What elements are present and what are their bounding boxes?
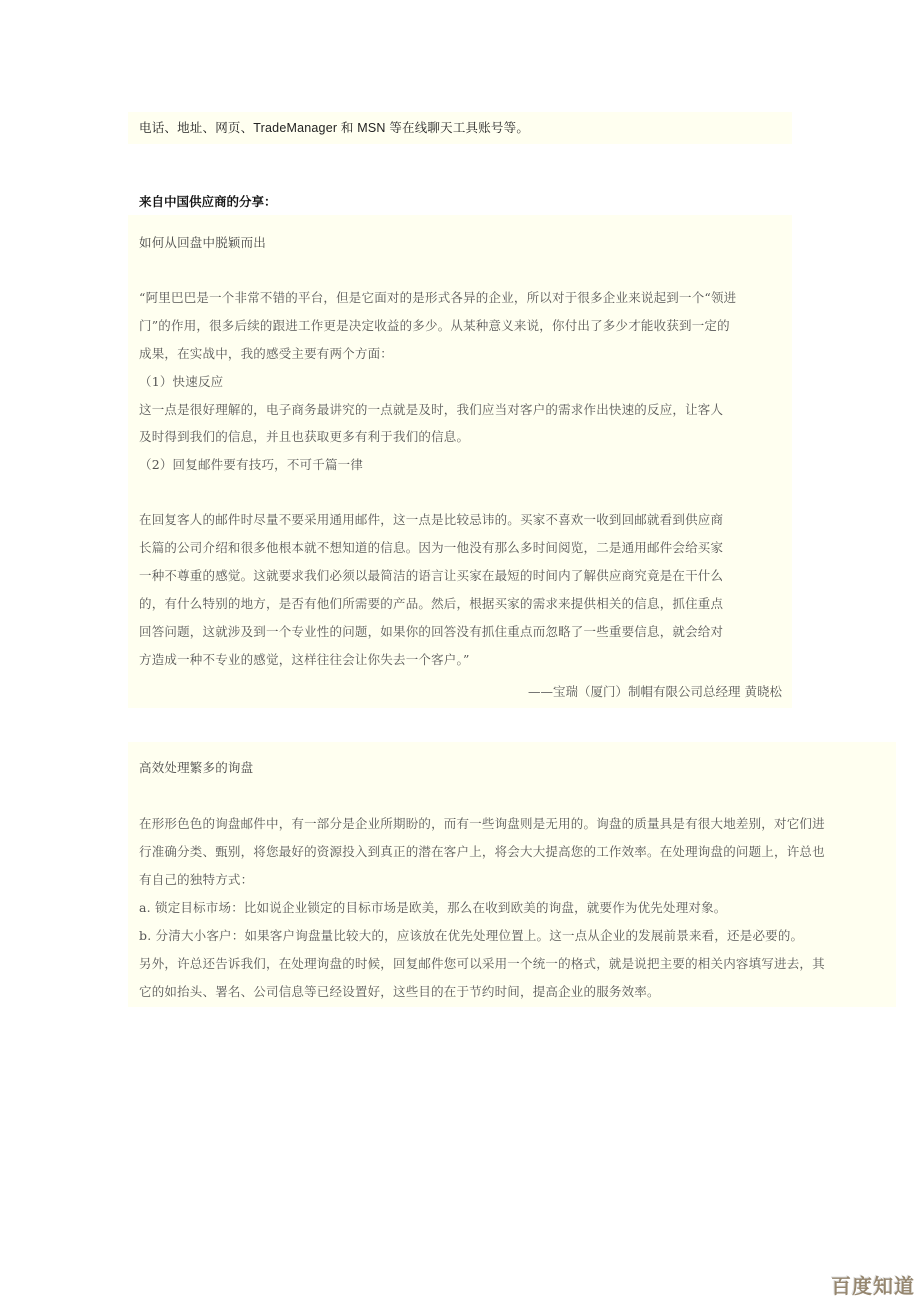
- share-paragraph-line: “阿里巴巴是一个非常不错的平台，但是它面对的是形式各异的企业，所以对于很多企业来说起到一个“领进: [139, 290, 737, 305]
- share-paragraph-line: 方造成一种不专业的感觉，这样往往会让你失去一个客户。”: [139, 652, 470, 667]
- share-paragraph-line: 回答问题，这就涉及到一个专业性的问题，如果你的回答没有抓住重点而忽略了一些重要信息，就会给对: [139, 624, 724, 639]
- contact-info-box: [128, 112, 792, 144]
- inquiry-list-item-b: b. 分清大小客户：如果客户询盘量比较大的，应该放在优先处理位置上。这一点从企业的发展前景来看，还是必要的。: [139, 928, 804, 943]
- share-paragraph-line: 长篇的公司介绍和很多他根本就不想知道的信息。因为一他没有那么多时间阅览，二是通用邮件会给买家: [139, 540, 724, 555]
- supplier-share-box: [128, 215, 792, 708]
- inquiry-paragraph-line: 另外，许总还告诉我们，在处理询盘的时候，回复邮件您可以采用一个统一的格式，就是说把主要的相关内容填写进去，其: [139, 956, 825, 971]
- contact-info-text: 电话、地址、网页、TradeManager 和 MSN 等在线聊天工具账号等。: [139, 121, 530, 135]
- share-paragraph-line: 一种不尊重的感觉。这就要求我们必须以最简洁的语言让买家在最短的时间内了解供应商究竟是在干什么: [139, 568, 724, 583]
- share-paragraph-line: 及时得到我们的信息，并且也获取更多有利于我们的信息。: [139, 429, 470, 444]
- share-paragraph-line: 门”的作用，很多后续的跟进工作更是决定收益的多少。从某种意义来说，你付出了多少才能收获到一定的: [139, 318, 730, 333]
- baidu-zhidao-watermark-logo: 百度知道: [831, 1274, 915, 1298]
- inquiry-paragraph-line: 它的如抬头、署名、公司信息等已经设置好，这些目的在于节约时间，提高企业的服务效率。: [139, 984, 660, 999]
- share-paragraph-line: 成果，在实战中，我的感受主要有两个方面：: [139, 346, 394, 361]
- inquiry-paragraph-line: 行准确分类、甄别，将您最好的资源投入到真正的潜在客户上，将会大大提高您的工作效率。在处理询盘的问题上，许总也: [139, 844, 825, 859]
- share-paragraph-line: 的，有什么特别的地方，是否有他们所需要的产品。然后，根据买家的需求来提供相关的信息，抓住重点: [139, 596, 724, 611]
- share-paragraph-line: 这一点是很好理解的，电子商务最讲究的一点就是及时，我们应当对客户的需求作出快速的反应，让客人: [139, 402, 724, 417]
- share-box-title: 如何从回盘中脱颖而出: [139, 236, 267, 250]
- inquiry-box-title: 高效处理繁多的询盘: [139, 760, 254, 775]
- share-signature: ——宝瑞（厦门）制帽有限公司总经理 黄晓松: [528, 684, 782, 699]
- inquiry-paragraph-line: 有自己的独特方式：: [139, 872, 254, 887]
- share-paragraph-line: 在回复客人的邮件时尽量不要采用通用邮件，这一点是比较忌讳的。买家不喜欢一收到回邮就看到供应商: [139, 512, 724, 527]
- share-point-heading: （1）快速反应: [139, 374, 224, 389]
- section-heading-supplier-share: 来自中国供应商的分享：: [139, 194, 277, 209]
- inquiry-handling-box: [128, 742, 896, 1007]
- inquiry-paragraph-line: 在形形色色的询盘邮件中，有一部分是企业所期盼的，而有一些询盘则是无用的。询盘的质量具是有很大地差别，对它们进: [139, 816, 825, 831]
- inquiry-list-item-a: a. 锁定目标市场：比如说企业锁定的目标市场是欧美，那么在收到欧美的询盘，就要作为优先处理对象。: [139, 900, 727, 915]
- share-point-heading: （2）回复邮件要有技巧，不可千篇一律: [139, 457, 364, 472]
